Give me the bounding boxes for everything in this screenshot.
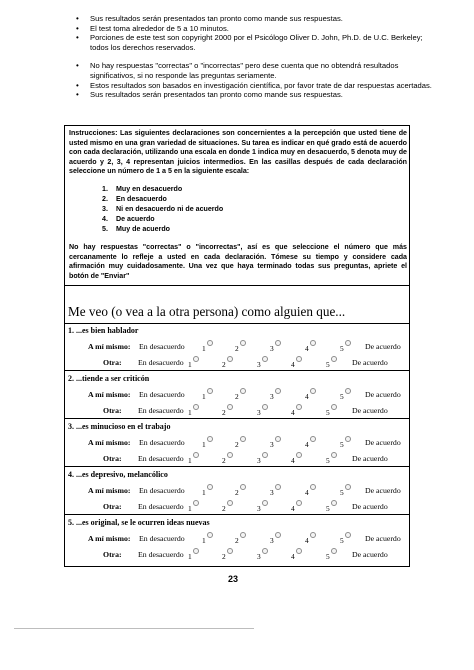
option-number: 1 [202,344,206,353]
option-number: 1 [188,456,192,465]
rating-radio-button[interactable] [345,532,351,538]
disagree-label: En desacuerdo [138,358,184,367]
option-number: 2 [222,408,226,417]
agree-label: De acuerdo [365,486,401,495]
agree-label: De acuerdo [352,454,388,463]
rating-radio-button[interactable] [310,436,316,442]
agree-label: De acuerdo [365,438,401,447]
rating-radio-button[interactable] [296,404,302,410]
self-label: A mí mismo: [88,438,131,447]
agree-label: De acuerdo [365,390,401,399]
question-list [65,323,409,563]
option-number: 3 [257,504,261,513]
rating-radio-button[interactable] [345,340,351,346]
rating-radio-button[interactable] [207,388,213,394]
option-number: 2 [222,360,226,369]
rating-radio-button[interactable] [275,388,281,394]
rating-radio-button[interactable] [193,356,199,362]
option-number: 4 [305,392,309,401]
agree-label: De acuerdo [352,406,388,415]
rating-radio-button[interactable] [227,452,233,458]
option-number: 1 [188,552,192,561]
disagree-label: En desacuerdo [139,390,185,399]
rating-radio-button[interactable] [193,452,199,458]
option-number: 1 [188,408,192,417]
answer-note-text: No hay respuestas "correctas" o "incorrectas", así es que seleccione el número que más cercanamente lo refleje a usted en cada declaración. Tómese su tiempo y considere cada afirmación muy cuidadosamente. Una vez que haya terminado todas sus preguntas, apriete el botón de "Enviar" [69,243,407,280]
rating-radio-button[interactable] [207,340,213,346]
disagree-label: En desacuerdo [138,454,184,463]
self-label: A mí mismo: [88,342,131,351]
option-number: 5 [326,360,330,369]
bullet-item: • El test toma alrededor de 5 a 10 minutos. [74,24,436,34]
rating-radio-button[interactable] [240,484,246,490]
rating-radio-button[interactable] [227,404,233,410]
option-number: 5 [340,488,344,497]
other-label: Otra: [103,406,122,415]
rating-radio-button[interactable] [207,532,213,538]
divider [65,285,409,286]
option-number: 1 [202,536,206,545]
option-number: 2 [222,552,226,561]
option-number: 1 [202,392,206,401]
rating-radio-button[interactable] [331,452,337,458]
rating-radio-button[interactable] [207,484,213,490]
option-number: 2 [235,392,239,401]
rating-radio-button[interactable] [240,532,246,538]
other-label: Otra: [103,502,122,511]
question-title: 2. ...tiende a ser criticón [68,374,150,383]
option-number: 2 [235,344,239,353]
rating-radio-button[interactable] [240,388,246,394]
section-heading: Me veo (o vea a la otra persona) como alguien que... [68,304,346,319]
footer-rule [14,628,254,629]
disagree-label: En desacuerdo [138,406,184,415]
option-number: 3 [270,488,274,497]
rating-radio-button[interactable] [240,436,246,442]
rating-radio-button[interactable] [207,436,213,442]
option-number: 4 [291,360,295,369]
rating-radio-button[interactable] [331,404,337,410]
option-number: 4 [305,536,309,545]
info-bullet-list [74,14,436,100]
instructions-text: Instrucciones: Las siguientes declaraciones son concernientes a la percepción que usted tiene de usted mismo en una gran variedad de situaciones. Su tarea es indicar en qué grado está de acuerdo con cada declaración, utilizando una escala en donde 1 indica muy en desacuerdo, 5 denota muy de acuerdo y 2, 3, 4 representan juicios intermedios. En las casillas después de cada declaración seleccione un número de 1 a 5 en la siguiente escala: [69,129,407,176]
rating-radio-button[interactable] [275,484,281,490]
option-number: 3 [257,360,261,369]
rating-radio-button[interactable] [310,532,316,538]
question-title: 4. ...es depresivo, melancólico [68,470,168,479]
rating-radio-button[interactable] [262,404,268,410]
option-number: 4 [305,488,309,497]
scale-item: 2. En desacuerdo [102,195,167,203]
rating-radio-button[interactable] [275,436,281,442]
option-number: 1 [202,440,206,449]
rating-radio-button[interactable] [240,340,246,346]
disagree-label: En desacuerdo [139,534,185,543]
disagree-label: En desacuerdo [139,342,185,351]
rating-radio-button[interactable] [310,340,316,346]
rating-radio-button[interactable] [310,388,316,394]
option-number: 5 [340,392,344,401]
rating-radio-button[interactable] [296,452,302,458]
option-number: 1 [202,488,206,497]
option-number: 1 [188,504,192,513]
option-number: 2 [222,456,226,465]
disagree-label: En desacuerdo [139,486,185,495]
rating-radio-button[interactable] [193,404,199,410]
rating-radio-button[interactable] [227,548,233,554]
bullet-item: • Estos resultados son basados en investigación científica, por favor trate de dar respuestas acertadas. [74,81,436,91]
scale-item: 4. De acuerdo [102,215,155,223]
question-title: 1. ...es bien hablador [68,326,139,335]
agree-label: De acuerdo [352,358,388,367]
rating-radio-button[interactable] [262,356,268,362]
option-number: 3 [257,408,261,417]
agree-label: De acuerdo [352,550,388,559]
option-number: 3 [270,344,274,353]
option-number: 1 [188,360,192,369]
rating-radio-button[interactable] [345,436,351,442]
bullet-item: • No hay respuestas "correctas" o "incorrectas" pero dese cuenta que no obtendrá resultados significativos, si no responde las preguntas seriamente. [74,61,436,80]
option-number: 5 [326,504,330,513]
rating-radio-button[interactable] [296,548,302,554]
rating-radio-button[interactable] [275,532,281,538]
option-number: 3 [270,392,274,401]
questionnaire-form [64,125,410,567]
other-label: Otra: [103,454,122,463]
question-item [65,419,409,467]
option-number: 4 [305,440,309,449]
rating-radio-button[interactable] [275,340,281,346]
option-number: 5 [340,536,344,545]
question-item [65,323,409,371]
rating-radio-button[interactable] [331,548,337,554]
option-number: 4 [291,552,295,561]
bullet-item: • Porciones de este test son copyright 2000 por el Psicólogo Oliver D. John, Ph.D. de U.C. Berkeley; todos los derechos reservados. [74,33,436,52]
scale-item: 5. Muy de acuerdo [102,225,171,233]
option-number: 2 [235,440,239,449]
other-label: Otra: [103,550,122,559]
agree-label: De acuerdo [352,502,388,511]
rating-radio-button[interactable] [193,548,199,554]
option-number: 5 [340,440,344,449]
rating-radio-button[interactable] [262,548,268,554]
rating-radio-button[interactable] [296,356,302,362]
question-item [65,467,409,515]
option-number: 2 [235,488,239,497]
rating-radio-button[interactable] [331,356,337,362]
option-number: 5 [326,408,330,417]
rating-radio-button[interactable] [345,484,351,490]
self-label: A mí mismo: [88,486,131,495]
option-number: 4 [305,344,309,353]
question-title: 5. ...es original, se le ocurren ideas nuevas [68,518,210,527]
agree-label: De acuerdo [365,534,401,543]
other-label: Otra: [103,358,122,367]
self-label: A mí mismo: [88,390,131,399]
option-number: 5 [326,456,330,465]
scale-item: 3. Ni en desacuerdo ni de acuerdo [102,205,224,213]
option-number: 3 [270,440,274,449]
rating-radio-button[interactable] [331,500,337,506]
agree-label: De acuerdo [365,342,401,351]
scale-item: 1. Muy en desacuerdo [102,185,183,193]
rating-radio-button[interactable] [193,500,199,506]
page-number: 23 [228,574,239,584]
disagree-label: En desacuerdo [139,438,185,447]
bullet-item: • Sus resultados serán presentados tan pronto como mande sus respuestas. [74,14,436,24]
option-number: 3 [257,456,261,465]
rating-radio-button[interactable] [262,500,268,506]
rating-radio-button[interactable] [262,452,268,458]
rating-radio-button[interactable] [310,484,316,490]
option-number: 4 [291,504,295,513]
option-number: 5 [326,552,330,561]
question-title: 3. ...es minucioso en el trabajo [68,422,171,431]
option-number: 3 [257,552,261,561]
self-label: A mí mismo: [88,534,131,543]
question-item [65,371,409,419]
option-number: 4 [291,408,295,417]
disagree-label: En desacuerdo [138,550,184,559]
option-number: 2 [235,536,239,545]
option-number: 4 [291,456,295,465]
option-number: 5 [340,344,344,353]
disagree-label: En desacuerdo [138,502,184,511]
rating-radio-button[interactable] [296,500,302,506]
rating-scale-list [102,184,223,234]
rating-radio-button[interactable] [345,388,351,394]
option-number: 3 [270,536,274,545]
bullet-item: • Sus resultados serán presentados tan pronto como mande sus respuestas. [74,90,436,100]
question-item [65,515,409,563]
rating-radio-button[interactable] [227,356,233,362]
rating-radio-button[interactable] [227,500,233,506]
option-number: 2 [222,504,226,513]
